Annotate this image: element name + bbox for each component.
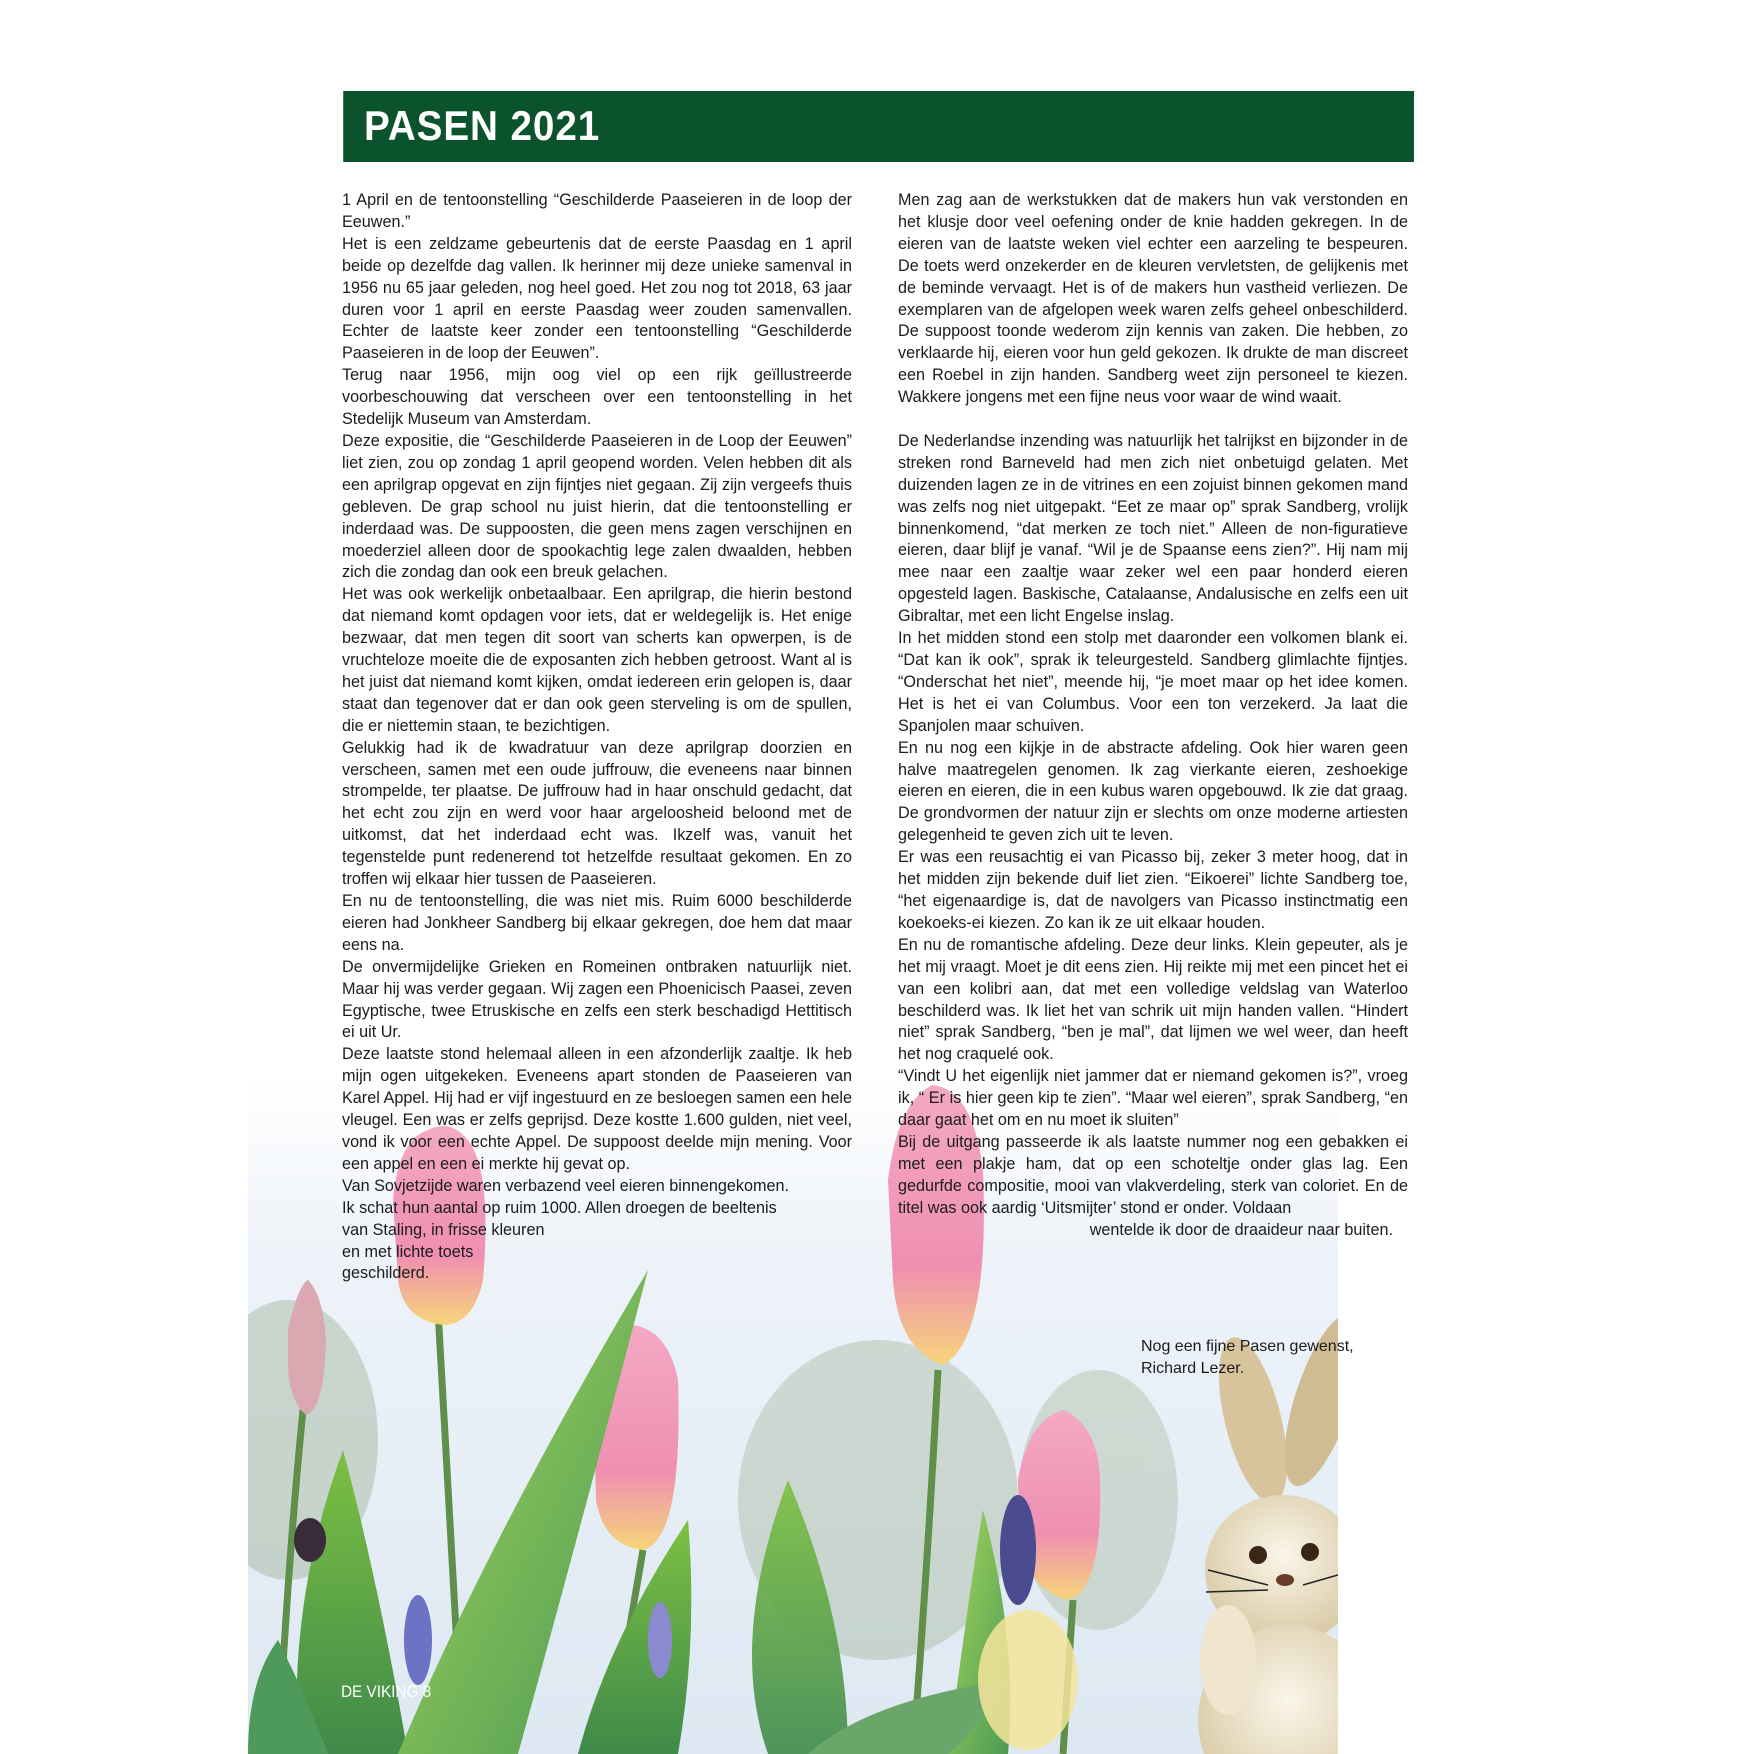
paragraph: Men zag aan de werkstukken dat de makers hun vak verstonden en het klusje door veel oefening onder de knie hadden gekregen. In de eieren van de laatste weken viel echter een aarzeling te bespeuren. De toets werd onzekerder en de kleuren vervletsten, de gelijkenis met de beminde vervaagt. Het is of de makers hun vastheid verliezen. De exemplaren van de afgelopen week waren zelfs geheel onbeschilderd. De suppoost toonde wederom zijn kennis van zaken. Die hebben, zo verklaarde hij, eieren voor hun geld gekozen. Ik drukte de man discreet een Roebel in zijn handen. Sandberg weet zijn personeel te kiezen. Wakkere jongens met een fijne neus voor waar de wind waait.	[898, 191, 1408, 407]
article-signoff	[1141, 1336, 1354, 1380]
paragraph: Bij de uitgang passeerde ik als laatste nummer nog een gebakken ei met een plakje ham, dat op een schoteltje onder glas lag. Een gedurfde compositie, mooi van vlakverdeling, sterk van coloriet. En de titel was ook aardig ‘Uitsmijter’ stond er onder. Voldaan	[898, 1132, 1408, 1217]
paragraph: De Nederlandse inzending was natuurlijk het talrijkst en bijzonder in de streken rond Barneveld had men zich niet onbetuigd gelaten. Met duizenden lagen ze in de vitrines en een zojuist binnen gekomen mand was zelfs nog niet uitgepakt. “Eet ze maar op” sprak Sandberg, vrolijk binnenkomend, “dat merken ze toch niet.” Alleen de non-figuratieve eieren, daar blijf je vanaf. “Wil je de Spaanse eens zien?”. Hij nam mij mee naar een zaaltje waar zeker wel een paar honderd eieren opgesteld lagen. Baskische, Catalaanse, Andalusische en zelfs een uit Gibraltar, met een licht Engelse inslag.	[898, 431, 1408, 626]
article-column-left	[342, 190, 852, 1285]
paragraph: Ik schat hun aantal op ruim 1000. Allen droegen de beeltenis	[342, 1198, 777, 1217]
paragraph-spacer	[898, 409, 1408, 431]
paragraph: En nu de tentoonstelling, die was niet mis. Ruim 6000 beschilderde eieren had Jonkheer Sandberg bij elkaar gekregen, doe hem dat maar eens na.	[342, 892, 852, 954]
paragraph: geschilderd.	[342, 1264, 430, 1283]
paragraph: Terug naar 1956, mijn oog viel op een rijk geïllustreerde voorbeschouwing dat verscheen over een tentoonstelling in het Stedelijk Museum van Amsterdam.	[342, 366, 852, 429]
paragraph: En nu de romantische afdeling. Deze deur links. Klein gepeuter, als je het mij vraagt. Moet je dit eens zien. Hij reikte mij met een pincet het ei van een kolibri aan, dat met een volledige veldslag van Waterloo beschilderd was. Ik liet het van schrik uit mijn handen vallen. “Hindert niet” sprak Sandberg, “ben je mal”, dat lijmen we wel weer, dan heeft het nog craquelé ook.	[898, 935, 1408, 1064]
paragraph: 1 April en de tentoonstelling “Geschilderde Paaseieren in de loop der Eeuwen.”	[342, 191, 852, 231]
signoff-greeting: Nog een fijne Pasen gewenst,	[1141, 1338, 1354, 1355]
article-column-right	[898, 190, 1408, 1241]
paragraph: In het midden stond een stolp met daaronder een volkomen blank ei. “Dat kan ik ook”, sprak ik teleurgesteld. Sandberg glimlachte fijntjes. “Onderschat het niet”, meende hij, “je moet maar op het idee komen. Het is het ei van Columbus. Voor een ton verzekerd. Ja laat die Spanjolen maar schuiven.	[898, 629, 1408, 735]
page-number-label: DE VIKING 8	[341, 1682, 432, 1701]
paragraph: Deze expositie, die “Geschilderde Paaseieren in de Loop der Eeuwen” liet zien, zou op zondag 1 april geopend worden. Velen hebben dit als een aprilgrap opgevat en zijn fijntjes niet gegaan. Zij zijn vergeefs thuis gebleven. De grap school nu juist hierin, dat die tentoonstelling er inderdaad was. De suppoosten, die geen mens zagen verschijnen en moederziel alleen door de spookachtig lege zalen dwaalden, hebben zich die zondag dan ook een breuk gelachen.	[342, 431, 852, 582]
paragraph: van Staling, in frisse kleuren	[342, 1220, 545, 1239]
paragraph: Er was een reusachtig ei van Picasso bij, zeker 3 meter hoog, dat in het midden zijn bekende duif liet zien. “Eikoerei” lichte Sandberg toe, “het eigenaardige is, dat de navolgers van Picasso instinctmatig een koekoeks-ei kiezen. Zo kan ik ze uit elkaar houden.	[898, 848, 1408, 932]
section-header-bar	[343, 91, 1414, 162]
paragraph: Gelukkig had ik de kwadratuur van deze aprilgrap doorzien en verscheen, samen met een oude juffrouw, die eveneens naar binnen strompelde, ter plaatse. De juffrouw had in haar onschuld gedacht, dat het echt zou zijn en werd voor haar argeloosheid beloond met de uitkomst, dat het inderdaad echt was. Ikzelf was, vanuit het tegenstelde punt redenerend tot hetzelfde resultaat gekomen. En zo troffen wij elkaar hier tussen de Paaseieren.	[342, 738, 852, 889]
paragraph: Het was ook werkelijk onbetaalbaar. Een aprilgrap, die hierin bestond dat niemand komt opdagen voor iets, dat er weldegelijk is. Het enige bezwaar, dat men tegen dit soort van scherts kan opwerpen, is de vruchteloze moeite die de exposanten zich hebben getroost. Want al is het juist dat niemand komt kijken, omdat iedereen erin gelopen is, daar staat dan tegenover dat er dan ook geen sterveling is om de spullen, die er niettemin staan, te bezichtigen.	[342, 585, 852, 735]
paragraph: wentelde ik door de draaideur naar buiten.	[1089, 1220, 1393, 1239]
paragraph: En nu nog een kijkje in de abstracte afdeling. Ook hier waren geen halve maatregelen genomen. Ik zag vierkante eieren, zeshoekige eieren en eieren, die in een kubus waren opgebouwd. Ik zie dat graag. De grondvormen der natuur zijn er slechts om onze moderne artiesten gelegenheid te geven zich uit te leven.	[898, 738, 1408, 845]
paragraph: Het is een zeldzame gebeurtenis dat de eerste Paasdag en 1 april beide op dezelfde dag vallen. Ik herinner mij deze unieke samenval in 1956 nu 65 jaar geleden, nog heel goed. Het zou nog tot 2018, 63 jaar duren voor 1 april en eerste Paasdag weer zouden samenvallen. Echter de laatste keer zonder een tentoonstelling “Geschilderde Paaseieren in de loop der Eeuwen”.	[342, 234, 852, 363]
section-title: PASEN 2021	[364, 102, 601, 149]
paragraph: en met lichte toets	[342, 1242, 474, 1261]
yellow-hyacinth	[978, 1610, 1078, 1750]
paragraph: “Vindt U het eigenlijk niet jammer dat er niemand gekomen is?”, vroeg ik, “ Er is hier geen kip te zien”. “Maar wel eieren”, sprak Sandberg, “en daar gaat het om en nu moet ik sluiten”	[898, 1067, 1408, 1130]
paragraph: Van Sovjetzijde waren verbazend veel eieren binnengekomen.	[342, 1176, 789, 1195]
author-name: Richard Lezer.	[1141, 1360, 1245, 1377]
paragraph: Deze laatste stond helemaal alleen in een afzonderlijk zaaltje. Ik heb mijn ogen uitgekeken. Eveneens apart stonden de Paaseieren van Karel Appel. Hij had er vijf ingestuurd en ze besloegen samen een hele vleugel. Een was er zelfs geprijsd. Deze kostte 1.600 gulden, niet veel, vond ik voor een echte Appel. De suppoost deelde mijn mening. Voor een appel en een ei merkte hij gevat op.	[342, 1045, 852, 1173]
paragraph: De onvermijdelijke Grieken en Romeinen ontbraken natuurlijk niet. Maar hij was verder gegaan. Wij zagen een Phoenicisch Paasei, zeven Egyptische, twee Etruskische en zelfs een sterk beschadigd Hettitisch ei uit Ur.	[342, 957, 852, 1042]
